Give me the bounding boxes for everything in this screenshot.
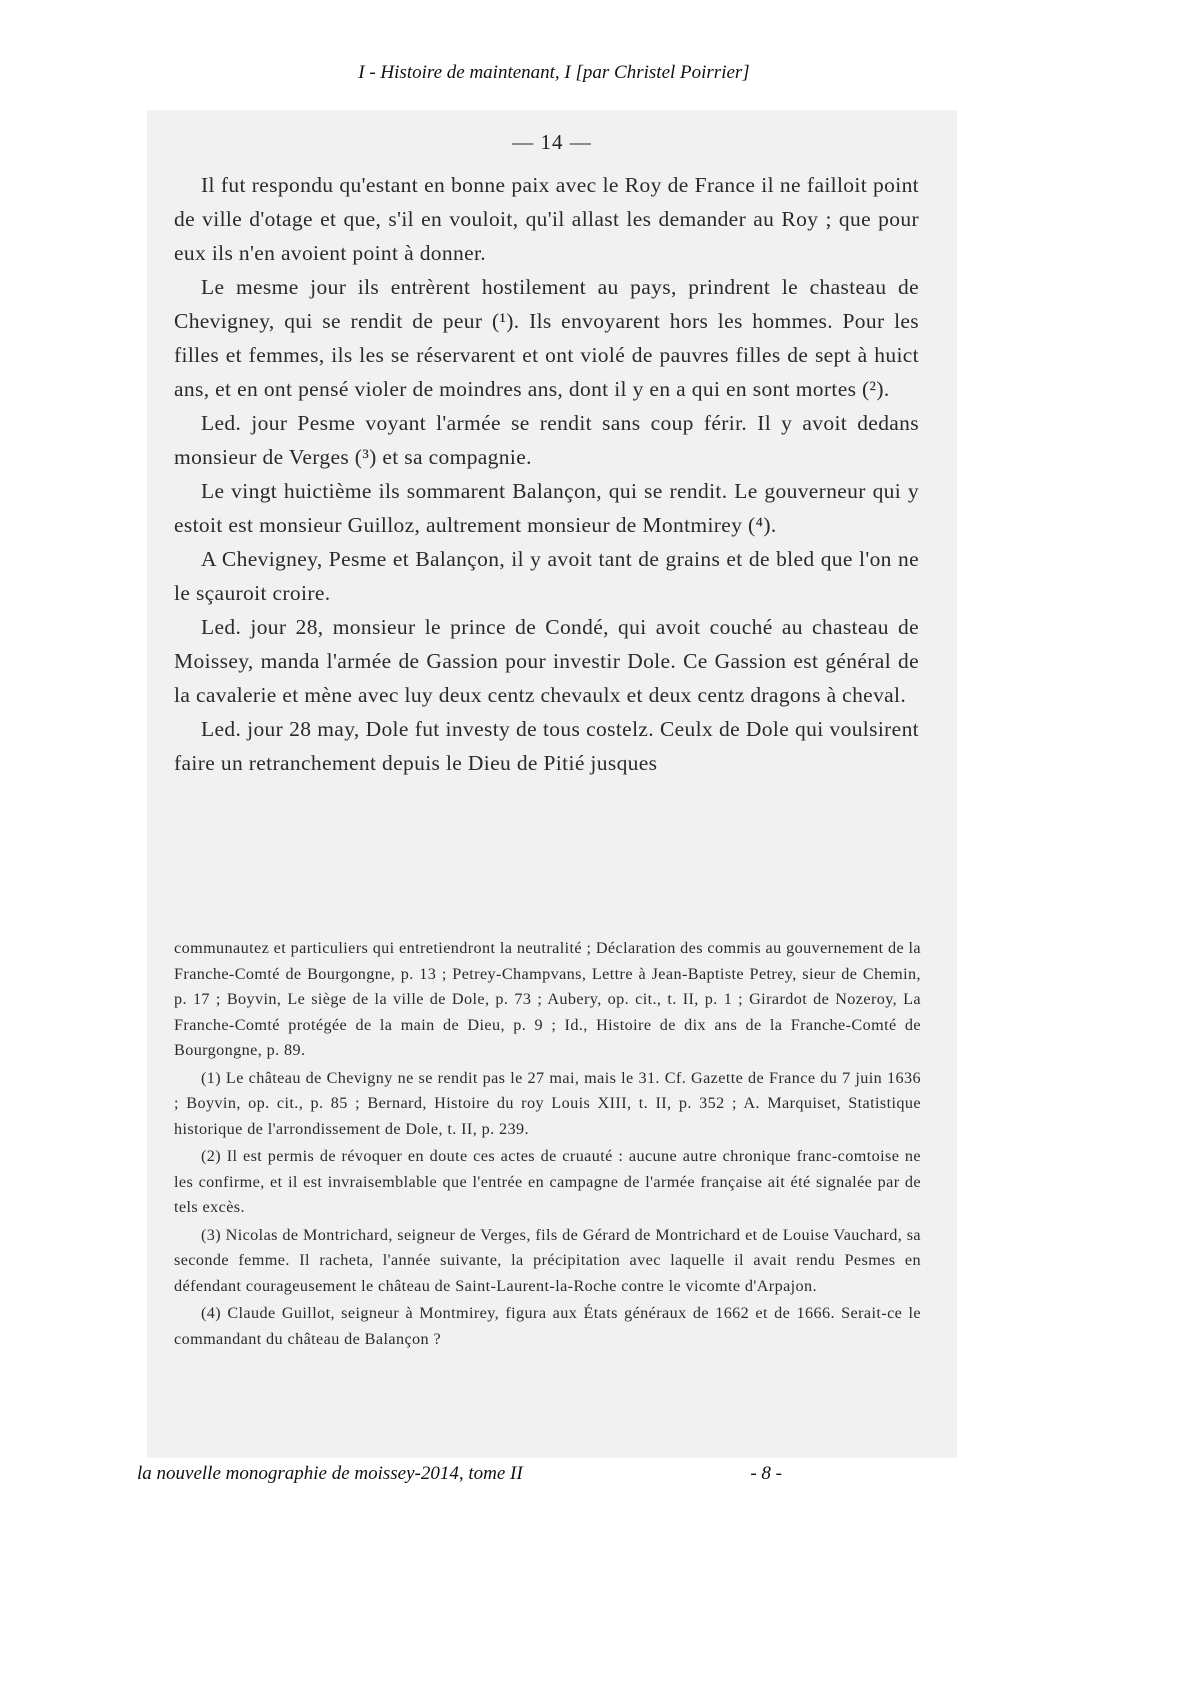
footnote-2: (2) Il est permis de révoquer en doute ces actes de cruauté : aucune autre chronique franc-comtoise ne les confirme, et il est invraisemblable que l'entrée en campagne de l'armée française ait été signalée par de tels excès.: [174, 1147, 921, 1216]
main-text: [174, 168, 919, 780]
footnote-continuation: communautez et particuliers qui entretiendront la neutralité ; Déclaration des commis au gouvernement de la Franche-Comté de Bourgongne, p. 13 ; Petrey-Champvans, Lettre à Jean-Baptiste Petrey, sieur de Chemin, p. 17 ; Boyvin, Le siège de la ville de Dole, p. 73 ; Aubery, op. cit., t. II, p. 1 ; Girardot de Nozeroy, La Franche-Comté protégée de la main de Dieu, p. 9 ; Id., Histoire de dix ans de la Franche-Comté de Bourgongne, p. 89.: [174, 939, 921, 1059]
page-footer: [137, 1463, 997, 1485]
footnote-4: (4) Claude Guillot, seigneur à Montmirey, figura aux États généraux de 1662 et de 1666. Serait-ce le commandant du château de Balançon ?: [174, 1304, 921, 1348]
footer-page-number: - 8 -: [750, 1463, 782, 1484]
paragraph: Le vingt huictième ils sommarent Balançon, qui se rendit. Le gouverneur qui y estoit est monsieur Guilloz, aultrement monsieur de Montmirey (⁴).: [174, 479, 919, 537]
footnote-1: (1) Le château de Chevigny ne se rendit pas le 27 mai, mais le 31. Cf. Gazette de France du 7 juin 1636 ; Boyvin, op. cit., p. 85 ; Bernard, Histoire du roy Louis XIII, t. II, p. 352 ; A. Marquiset, Statistique historique de l'arrondissement de Dole, t. II, p. 239.: [174, 1068, 921, 1138]
footnote-3: (3) Nicolas de Montrichard, seigneur de Verges, fils de Gérard de Montrichard et de Louise Vauchard, sa seconde femme. Il racheta, l'année suivante, la précipitation avec laquelle il avait rendu Pesmes en défendant courageusement le château de Saint-Laurent-la-Roche contre le vicomte d'Arpajon.: [174, 1225, 921, 1295]
paragraph: Il fut respondu qu'estant en bonne paix avec le Roy de France il ne failloit point de ville d'otage et que, s'il en vouloit, qu'il allast les demander au Roy ; que pour eux ils n'en avoient point à donner.: [174, 173, 919, 265]
footer-title: la nouvelle monographie de moissey-2014, tome II: [137, 1463, 523, 1484]
paragraph: Led. jour Pesme voyant l'armée se rendit sans coup férir. Il y avoit dedans monsieur de Verges (³) et sa compagnie.: [174, 411, 919, 469]
paragraph: Le mesme jour ils entrèrent hostilement au pays, prindrent le chasteau de Chevigney, qui se rendit de peur (¹). Ils envoyarent hors les hommes. Pour les filles et femmes, ils les se réservarent et ont violé de pauvres filles de sept à huict ans, et en ont pensé violer de moindres ans, dont il y en a qui en sont mortes (²).: [174, 275, 919, 401]
paragraph: Led. jour 28 may, Dole fut investy de tous costelz. Ceulx de Dole qui voulsirent faire un retranchement depuis le Dieu de Pitié jusques: [174, 717, 919, 775]
scan-page-number: — 14 —: [512, 130, 592, 154]
page-header: I - Histoire de maintenant, I [par Christel Poirrier]: [358, 62, 750, 83]
paragraph: A Chevigney, Pesme et Balançon, il y avoit tant de grains et de bled que l'on ne le sçauroit croire.: [174, 547, 919, 605]
footnotes: [174, 936, 921, 1352]
paragraph: Led. jour 28, monsieur le prince de Condé, qui avoit couché au chasteau de Moissey, manda l'armée de Gassion pour investir Dole. Ce Gassion est général de la cavalerie et mène avec luy deux centz chevaulx et deux centz dragons à cheval.: [174, 615, 919, 707]
